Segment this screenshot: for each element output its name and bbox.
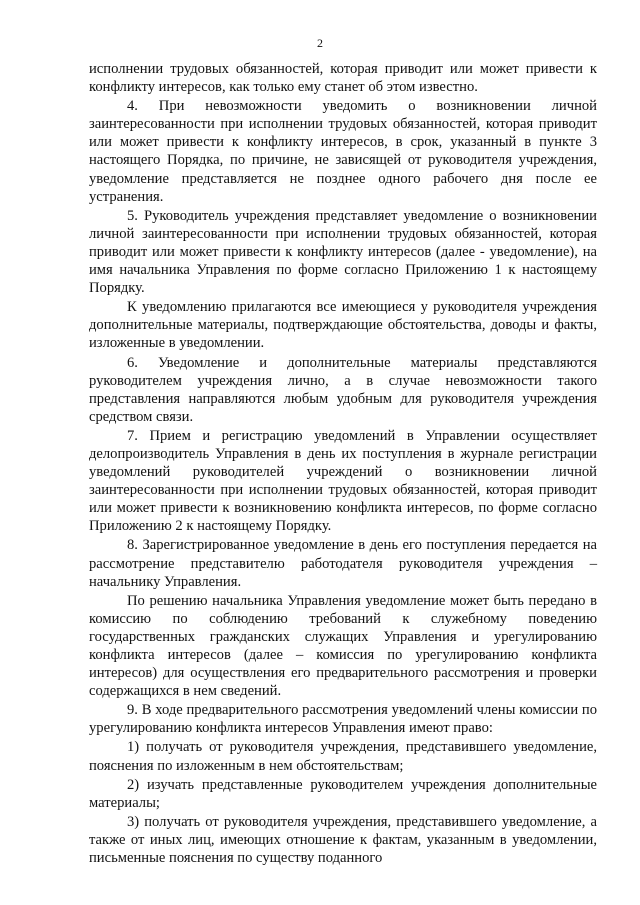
paragraph-item-9: 9. В ходе предварительного рассмотрения уведомлений члены комиссии по урегулированию конфликта интересов Управления имеют право:	[89, 702, 597, 737]
paragraph-item-4: 4. При невозможности уведомить о возникновении личной заинтересованности при исполнении трудовых обязанностей, которая приводит или может привести к конфликту интересов, в срок, указанный в пункте 3 настоящего Порядка, по причине, не зависящей от руководителя учреждения, уведомление представляется не позднее одного рабочего дня после ее устранения.	[89, 98, 597, 205]
document-body	[89, 60, 597, 868]
page-number: 2	[317, 36, 323, 50]
paragraph-subitem-1: 1) получать от руководителя учреждения, представившего уведомление, пояснения по изложенным в нем обстоятельствам;	[89, 739, 597, 774]
paragraph-continuation: исполнении трудовых обязанностей, которая приводит или может привести к конфликту интересов, как только ему станет об этом известно.	[89, 61, 597, 96]
paragraph-item-8: 8. Зарегистрированное уведомление в день его поступления передается на рассмотрение представителю работодателя руководителя учреждения – начальнику Управления.	[89, 537, 597, 590]
paragraph-subitem-3: 3) получать от руководителя учреждения, представившего уведомление, а также от иных лиц, имеющих отношение к фактам, указанным в уведомлении, письменные пояснения по существу поданного	[89, 813, 597, 867]
paragraph-item-5: 5. Руководитель учреждения представляет уведомление о возникновении личной заинтересованности при исполнении трудовых обязанностей, которая приводит или может привести к конфликту интересов (далее - уведомление), на имя начальника Управления по форме согласно Приложению 1 к настоящему Порядку.	[89, 207, 597, 297]
paragraph-commission-referral: По решению начальника Управления уведомление может быть передано в комиссию по соблюдению требований к служебному поведению государственных гражданских служащих Управления и урегулированию конфликта интересов (далее – комиссия по урегулированию конфликта интересов) для осуществления его предварительного рассмотрения и проверки содержащихся в нем сведений.	[89, 592, 597, 700]
paragraph-item-7: 7. Прием и регистрацию уведомлений в Управлении осуществляет делопроизводитель Управления в день их поступления в журнале регистрации уведомлений руководителей учреждений о возникновении личной заинтересованности при исполнении трудовых обязанностей, которая приводит или может привести к возникновению конфликта интересов, по форме согласно Приложению 2 к настоящему Порядку.	[89, 427, 597, 535]
paragraph-attachments: К уведомлению прилагаются все имеющиеся у руководителя учреждения дополнительные материалы, подтверждающие обстоятельства, доводы и факты, изложенные в уведомлении.	[89, 299, 597, 352]
paragraph-subitem-2: 2) изучать представленные руководителем учреждения дополнительные материалы;	[89, 776, 597, 811]
paragraph-item-6: 6. Уведомление и дополнительные материалы представляются руководителем учреждения лично, а в случае невозможности такого представления направляются любым удобным для руководителя учреждения средством связи.	[89, 354, 597, 425]
